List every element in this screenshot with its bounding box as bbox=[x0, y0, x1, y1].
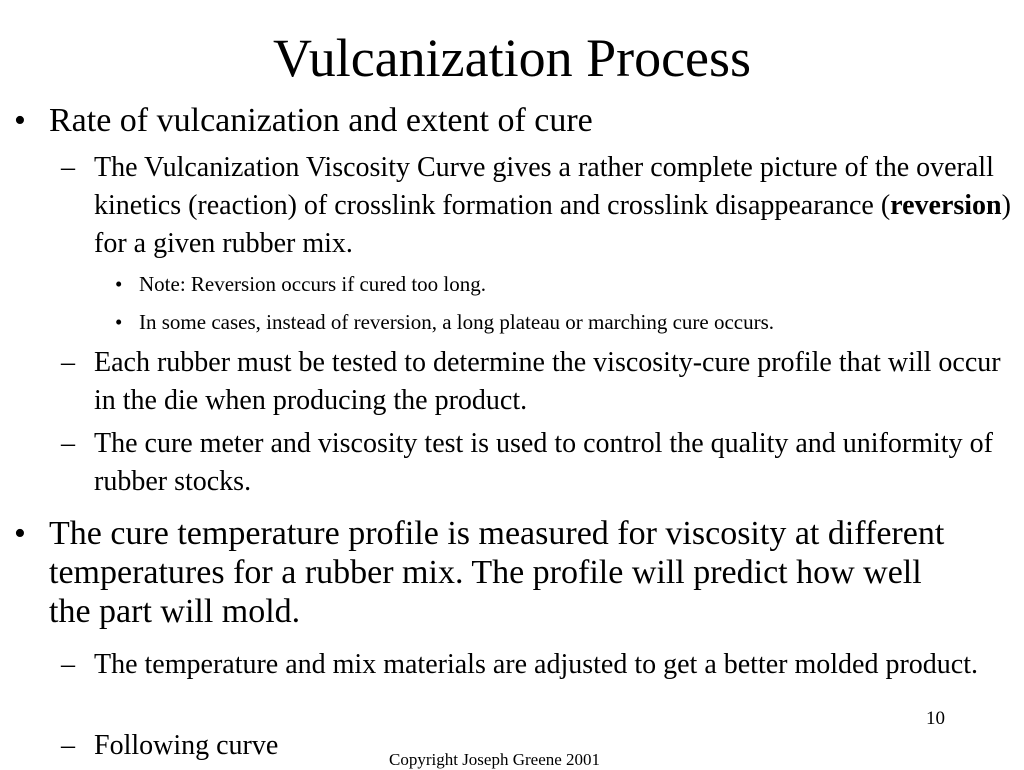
copyright-footer: Copyright Joseph Greene 2001 bbox=[389, 750, 601, 769]
bullet-rate-of-vulcanization bbox=[14, 101, 1009, 140]
bullet-text bbox=[94, 149, 1014, 263]
dash-marker: – bbox=[61, 428, 75, 459]
bullet-marker: • bbox=[14, 515, 26, 552]
bullet-text: The cure meter and viscosity test is used to control the quality and uniformity of rubber stocks. bbox=[94, 428, 993, 497]
text-part: ) for a given rubber mix. bbox=[94, 190, 1011, 259]
dash-marker: – bbox=[61, 152, 75, 183]
bullet-marker: • bbox=[115, 310, 123, 334]
dash-marker: – bbox=[61, 347, 75, 378]
bullet-text: The temperature and mix materials are adjusted to get a better molded product. bbox=[94, 649, 978, 680]
bullet-text: Note: Reversion occurs if cured too long. bbox=[139, 272, 486, 296]
dash-marker: – bbox=[61, 730, 75, 761]
bullet-text: The cure temperature profile is measured for viscosity at different temperatures for a rubber mix. The profile will predict how well the part will mold. bbox=[49, 515, 945, 630]
bullet-rubber-tested bbox=[61, 344, 1014, 420]
text-part: The Vulcanization Viscosity Curve gives a rather complete picture of the overall kinetics (reaction) of crosslink formation and crosslink disappearance ( bbox=[94, 152, 994, 221]
dash-marker: – bbox=[61, 649, 75, 680]
slide-number: 10 bbox=[926, 708, 945, 729]
slide-title: Vulcanization Process bbox=[272, 28, 752, 88]
bullet-text: Rate of vulcanization and extent of cure bbox=[49, 102, 593, 139]
bullet-text: In some cases, instead of reversion, a long plateau or marching cure occurs. bbox=[139, 310, 775, 334]
bullet-note-reversion bbox=[115, 271, 1009, 297]
bullet-text: Following curve bbox=[94, 730, 279, 761]
bullet-plateau bbox=[115, 309, 1019, 335]
bullet-temperature-mix bbox=[61, 646, 994, 684]
bullet-text: Each rubber must be tested to determine the viscosity-cure profile that will occur in the die when producing the product. bbox=[94, 347, 1001, 416]
bullet-cure-temperature-profile bbox=[14, 514, 969, 631]
bullet-marker: • bbox=[14, 102, 26, 139]
bullet-viscosity-curve bbox=[61, 149, 1014, 263]
bullet-marker: • bbox=[115, 272, 123, 296]
bullet-cure-meter bbox=[61, 425, 1014, 501]
bold-term-reversion: reversion bbox=[890, 190, 1002, 221]
